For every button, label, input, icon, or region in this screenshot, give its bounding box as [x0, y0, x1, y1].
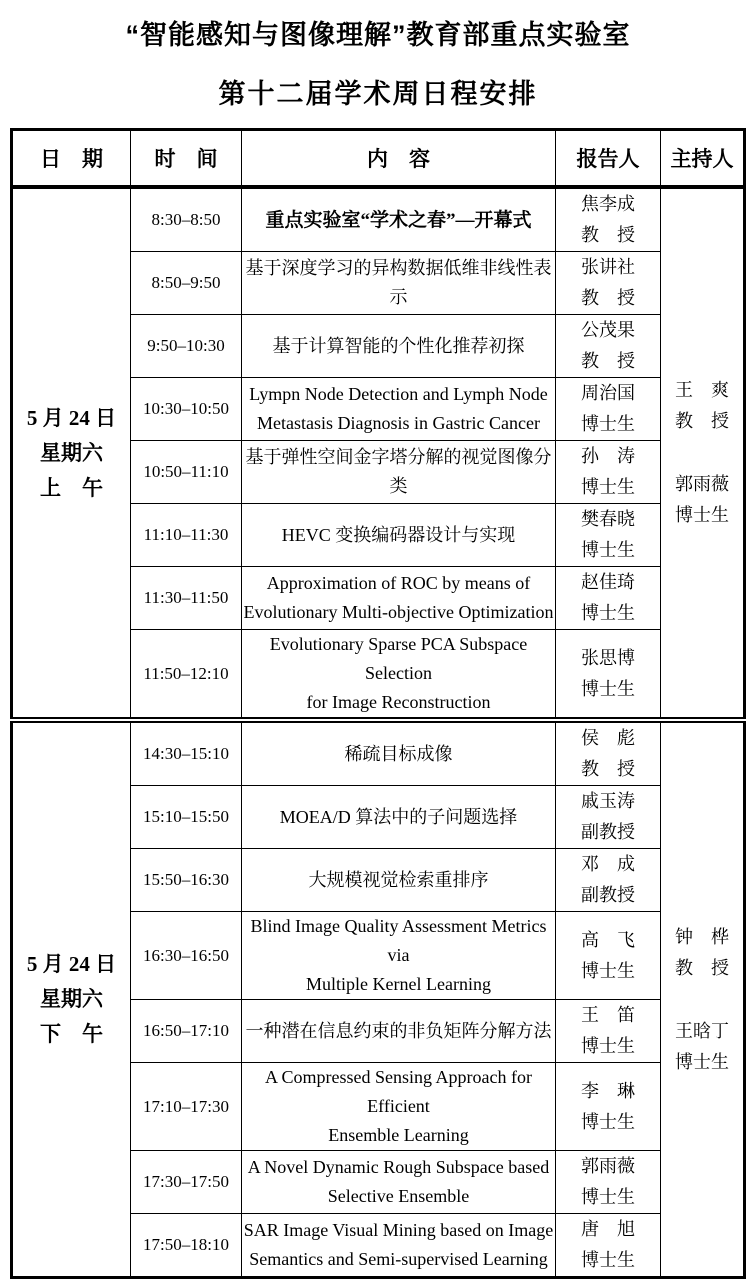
page-title-line1: “智能感知与图像理解”教育部重点实验室	[125, 20, 631, 50]
text-line: 王 笛	[581, 1005, 635, 1025]
speaker-cell	[556, 567, 661, 630]
text-line: SAR Image Visual Mining based on Image	[243, 1220, 554, 1240]
time-cell: 15:50–16:30	[131, 849, 242, 912]
text-line: 郭雨薇	[581, 1156, 635, 1176]
text-line: 基于计算智能的个性化推荐初探	[272, 335, 525, 356]
text-line: 副教授	[581, 822, 635, 842]
time-cell: 9:50–10:30	[131, 315, 242, 378]
date-cell	[12, 720, 131, 1278]
content-cell	[242, 187, 556, 252]
header-row	[12, 130, 745, 188]
speaker-cell	[556, 378, 661, 441]
time-cell: 8:30–8:50	[131, 187, 242, 252]
time-cell: 16:50–17:10	[131, 1000, 242, 1063]
speaker-cell	[556, 441, 661, 504]
text-line: 王 爽	[675, 380, 729, 400]
text-line: 公茂果	[581, 320, 635, 340]
speaker-cell	[556, 630, 661, 721]
host-cell	[661, 187, 745, 720]
content-cell	[242, 441, 556, 504]
time-cell: 17:30–17:50	[131, 1151, 242, 1214]
text-line: Approximation of ROC by means of	[266, 573, 531, 593]
speaker-cell	[556, 1063, 661, 1151]
text-line: 博士生	[675, 505, 729, 525]
text-line: 高 飞	[581, 929, 635, 950]
speaker-cell	[556, 315, 661, 378]
speaker-cell	[556, 1214, 661, 1278]
host-group	[661, 469, 743, 531]
content-cell	[242, 786, 556, 849]
text-line: 博士生	[675, 1051, 729, 1072]
content-cell	[242, 720, 556, 786]
text-line: A Novel Dynamic Rough Subspace based	[247, 1157, 550, 1177]
text-line: 星期六	[40, 440, 103, 465]
time-cell: 14:30–15:10	[131, 720, 242, 786]
text-line: 博士生	[581, 960, 635, 981]
content-cell	[242, 567, 556, 630]
time-cell: 11:50–12:10	[131, 630, 242, 721]
content-cell	[242, 1214, 556, 1278]
speaker-cell	[556, 912, 661, 1000]
content-cell	[242, 1151, 556, 1214]
text-line: Lympn Node Detection and Lymph Node	[249, 384, 548, 404]
text-line: 孙 涛	[581, 446, 635, 466]
text-line: 教 授	[581, 225, 635, 245]
text-line: 博士生	[581, 477, 635, 497]
text-line: 博士生	[581, 1250, 635, 1270]
text-line: 戚玉涛	[581, 791, 635, 811]
text-line: 邓 成	[581, 854, 635, 874]
time-cell: 15:10–15:50	[131, 786, 242, 849]
text-line: 下 午	[40, 1022, 103, 1046]
text-line: 博士生	[581, 1036, 635, 1056]
text-line: 一种潜在信息约束的非负矩阵分解方法	[245, 1020, 552, 1041]
text-line: 博士生	[581, 678, 635, 699]
text-line: 张思博	[581, 647, 635, 668]
text-line: Metastasis Diagnosis in Gastric Cancer	[257, 413, 540, 433]
host-group	[661, 1016, 743, 1078]
session-morning	[12, 187, 745, 720]
header-cell-content: 内 容	[242, 130, 556, 188]
text-line: Blind Image Quality Assessment Metrics via	[250, 916, 547, 965]
header-cell-date: 日 期	[12, 130, 131, 188]
table-row	[12, 187, 745, 252]
text-line: 基于弹性空间金字塔分解的视觉图像分类	[245, 447, 552, 496]
text-line: 基于深度学习的异构数据低维非线性表示	[245, 258, 552, 307]
text-line: 博士生	[581, 414, 635, 434]
text-line: 教 授	[581, 288, 635, 308]
text-line: 上 午	[40, 475, 103, 500]
content-cell	[242, 849, 556, 912]
host-group	[661, 375, 743, 437]
text-line: 张讲社	[581, 257, 635, 277]
speaker-cell	[556, 1000, 661, 1063]
table-header	[12, 130, 745, 188]
host-group	[661, 922, 743, 984]
header-cell-host: 主持人	[661, 130, 745, 188]
text-line: A Compressed Sensing Approach for Efficient	[265, 1067, 532, 1116]
text-line: 教 授	[581, 351, 635, 371]
content-cell	[242, 378, 556, 441]
text-line: 周治国	[581, 383, 635, 403]
content-cell	[242, 252, 556, 315]
header-cell-speaker: 报告人	[556, 130, 661, 188]
time-cell: 16:30–16:50	[131, 912, 242, 1000]
text-line: 稀疏目标成像	[344, 743, 453, 764]
schedule-table	[10, 128, 746, 1279]
text-line: MOEA/D 算法中的子问题选择	[279, 806, 518, 827]
time-cell: 10:30–10:50	[131, 378, 242, 441]
text-line: 焦李成	[581, 194, 635, 214]
header-cell-time: 时 间	[131, 130, 242, 188]
text-line: 大规模视觉检索重排序	[308, 869, 489, 890]
text-line: Evolutionary Multi-objective Optimization	[243, 602, 554, 622]
text-line: 郭雨薇	[675, 474, 729, 494]
session-afternoon	[12, 720, 745, 1278]
text-line: Evolutionary Sparse PCA Subspace Selection	[269, 634, 528, 683]
text-line: 副教授	[581, 885, 635, 905]
content-cell	[242, 912, 556, 1000]
text-line: 博士生	[581, 603, 635, 623]
content-cell	[242, 315, 556, 378]
text-line: Semantics and Semi-supervised Learning	[249, 1249, 548, 1269]
speaker-cell	[556, 786, 661, 849]
text-line: 侯 彪	[581, 728, 635, 748]
text-line: 钟 桦	[675, 926, 729, 947]
time-cell: 10:50–11:10	[131, 441, 242, 504]
content-cell	[242, 1000, 556, 1063]
speaker-cell	[556, 252, 661, 315]
text-line: 博士生	[581, 1187, 635, 1207]
text-line: HEVC 变换编码器设计与实现	[281, 524, 516, 545]
time-cell: 11:10–11:30	[131, 504, 242, 567]
text-line: 王晗丁	[675, 1020, 729, 1041]
speaker-cell	[556, 849, 661, 912]
content-cell	[242, 1063, 556, 1151]
date-cell	[12, 187, 131, 720]
page-title	[0, 0, 756, 128]
time-cell: 11:30–11:50	[131, 567, 242, 630]
content-cell	[242, 504, 556, 567]
text-line: 唐 旭	[581, 1219, 635, 1239]
text-line: Multiple Kernel Learning	[306, 974, 491, 994]
text-line: 教 授	[675, 411, 729, 431]
speaker-cell	[556, 1151, 661, 1214]
text-line: Ensemble Learning	[328, 1125, 469, 1145]
text-line: 赵佳琦	[581, 572, 635, 592]
text-line: 教 授	[675, 957, 729, 978]
text-line: Selective Ensemble	[327, 1186, 470, 1206]
page-title-line2: 第十二届学术周日程安排	[218, 79, 538, 109]
text-line: 星期六	[40, 987, 103, 1011]
text-line: 樊春晓	[581, 509, 635, 529]
speaker-cell	[556, 720, 661, 786]
text-line: 李 琳	[581, 1080, 635, 1101]
text-line: 教 授	[581, 759, 635, 779]
speaker-cell	[556, 187, 661, 252]
text-line: for Image Reconstruction	[306, 692, 491, 712]
host-cell	[661, 720, 745, 1278]
text-line: 重点实验室“学术之春”—开幕式	[265, 209, 532, 231]
time-cell: 17:10–17:30	[131, 1063, 242, 1151]
text-line: 博士生	[581, 540, 635, 560]
table-row	[12, 720, 745, 786]
content-cell	[242, 630, 556, 721]
speaker-cell	[556, 504, 661, 567]
text-line: 5 月 24 日	[26, 405, 117, 430]
time-cell: 17:50–18:10	[131, 1214, 242, 1278]
text-line: 5 月 24 日	[26, 952, 117, 976]
time-cell: 8:50–9:50	[131, 252, 242, 315]
text-line: 博士生	[581, 1111, 635, 1132]
